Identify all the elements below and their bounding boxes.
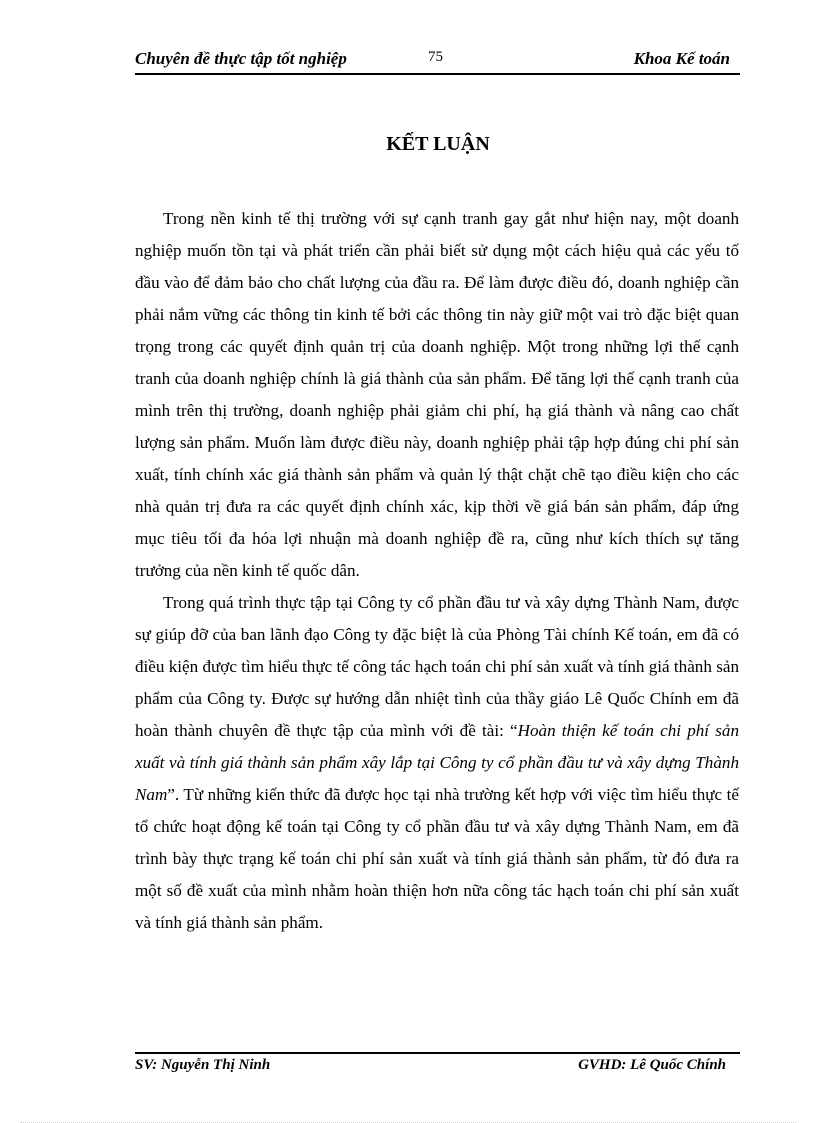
paragraph-2-conclusion: ”. Từ những kiến thức đã được học tại nhà trường kết hợp với việc tìm hiểu thực tế tổ chức hoạt động kế toán tại Công ty cổ phần đầu tư và xây dựng Thành Nam, em đã trình bày thực trạng kế toán chi phí sản xuất và tính giá thành sản phẩm, từ đó đưa ra một số đề xuất của mình nhằm hoàn thiện hơn nữa công tác hạch toán chi phí sản xuất và tính giá thành sản phẩm. (135, 785, 739, 932)
student-name: SV: Nguyễn Thị Ninh (135, 1057, 271, 1073)
paragraph-2 (135, 587, 739, 939)
thesis-topic: Hoàn thiện kế toán chi phí sản xuất và tính giá thành sản phẩm xây lắp tại Công ty cổ phần đầu tư và xây dựng Thành Nam (135, 721, 739, 804)
document-body (135, 203, 739, 939)
header-faculty: Khoa Kế toán (633, 49, 730, 68)
page-header (135, 47, 740, 75)
section-title: KẾT LUẬN (386, 133, 490, 155)
page-footer (135, 1052, 740, 1080)
page-number: 75 (428, 49, 443, 65)
paragraph-1: Trong nền kinh tế thị trường với sự cạnh tranh gay gắt như hiện nay, một doanh nghiệp muốn tồn tại và phát triển cần phải biết sử dụng một cách hiệu quả các yếu tố đầu vào để đảm bảo cho chất lượng của đầu ra. Để làm được điều đó, doanh nghiệp cần phải nắm vững các thông tin kinh tế bởi các thông tin này giữ một vai trò đặc biệt quan trọng trong các quyết định quản trị của doanh nghiệp. Một trong những lợi thế cạnh tranh của doanh nghiệp chính là giá thành của sản phẩm. Để tăng lợi thế cạnh tranh của mình trên thị trường, doanh nghiệp phải giảm chi phí, hạ giá thành và nâng cao chất lượng sản phẩm. Muốn làm được điều này, doanh nghiệp phải tập hợp đúng chi phí sản xuất, tính chính xác giá thành sản phẩm và quản lý thật chặt chẽ tạo điều kiện cho các nhà quản trị đưa ra các quyết định chính xác, kịp thời về giá bán sản phẩm, đáp ứng mục tiêu tối đa hóa lợi nhuận mà doanh nghiệp đề ra, cũng như kích thích sự tăng trưởng của nền kinh tế quốc dân. (135, 209, 739, 580)
supervisor-name: GVHD: Lê Quốc Chính (578, 1057, 726, 1073)
header-report-type: Chuyên đề thực tập tốt nghiệp (135, 49, 347, 68)
paragraph-2-intro: Trong quá trình thực tập tại Công ty cổ phần đầu tư và xây dựng Thành Nam, được sự giúp đỡ của ban lãnh đạo Công ty đặc biệt là của Phòng Tài chính Kế toán, em đã có điều kiện được tìm hiểu thực tế công tác hạch toán chi phí sản xuất và tính giá thành sản phẩm của Công ty. Được sự hướng dẫn nhiệt tình của thầy giáo Lê Quốc Chính em đã hoàn thành chuyên đề thực tập của mình với đề tài: “ (135, 593, 739, 740)
